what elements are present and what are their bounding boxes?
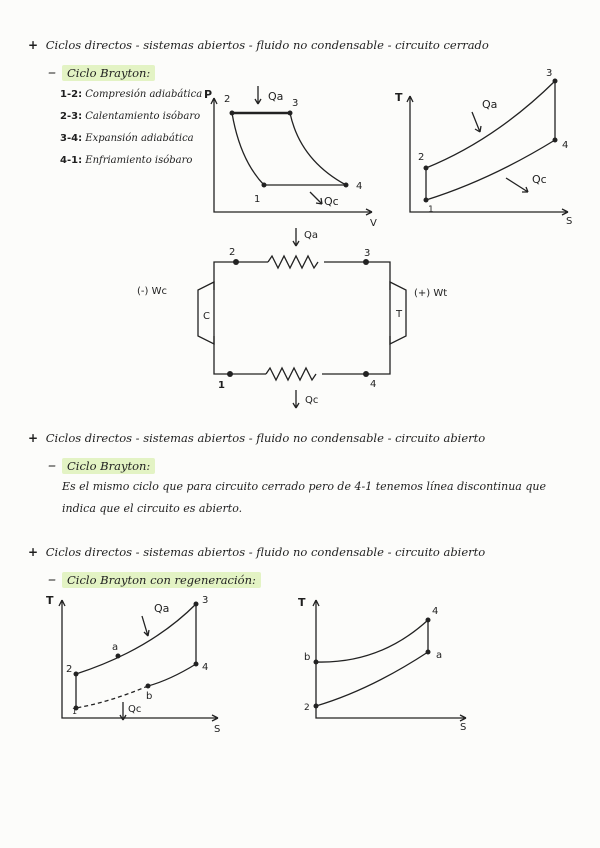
tsd-line-a-2 <box>316 652 428 706</box>
process-item: 1-2: Compresión adiabática <box>60 89 203 100</box>
tsr-qa-label: Qa <box>154 602 170 615</box>
tsd-point-2 <box>314 704 319 709</box>
ts-label-1: 1 <box>428 205 434 215</box>
pv-axis-v: V <box>370 218 377 229</box>
section2-paragraph: Es el mismo ciclo que para circuito cerrado pero de 4-1 tenemos línea discontinua que indica que el circuito es abierto. <box>62 480 546 515</box>
section1-bullet: + <box>28 38 39 52</box>
pv-label-1: 1 <box>254 194 261 205</box>
tsr-label-a: a <box>112 642 119 653</box>
section2-subheading: – Ciclo Brayton: <box>48 455 155 474</box>
tsd-label-2: 2 <box>304 703 310 713</box>
tsd-label-4: 4 <box>432 606 439 617</box>
section2-heading-text: Ciclos directos - sistemas abiertos - fluido no condensable - circuito abierto <box>45 431 486 445</box>
tsr-axis-t: T <box>46 594 54 607</box>
ts-qc-label: Qc <box>532 173 547 186</box>
section3-bullet: + <box>28 545 39 559</box>
section2-subheading-text: Ciclo Brayton: <box>62 458 155 474</box>
ts-qa-label: Qa <box>482 98 498 111</box>
section1-subheading: – Ciclo Brayton: <box>48 62 155 81</box>
ts-axis-t: T <box>395 91 403 104</box>
tsd-axis-arrows <box>313 600 466 721</box>
circuit-label-4: 4 <box>370 379 377 390</box>
tsd-axes <box>316 600 466 718</box>
tsr-axis-s: S <box>214 724 221 735</box>
tsd-point-b <box>314 660 319 665</box>
ts-label-3: 3 <box>546 68 553 79</box>
section3-subheading: – Ciclo Brayton con regeneración: <box>48 569 261 588</box>
pv-label-2: 2 <box>224 94 231 105</box>
circuit-label-2: 2 <box>229 247 236 258</box>
section1-subheading-text: Ciclo Brayton: <box>62 65 155 81</box>
ts-label-2: 2 <box>418 152 425 163</box>
tsr-label-b: b <box>146 691 153 702</box>
pv-qc-label: Qc <box>324 195 339 208</box>
tsd-label-b: b <box>304 652 311 663</box>
pv-label-4: 4 <box>356 181 363 192</box>
compressor-label: C <box>203 311 210 322</box>
tsd-axis-t: T <box>298 596 306 609</box>
turbine-label: T <box>396 309 403 320</box>
circuit-qa-label: Qa <box>304 230 318 241</box>
tsd-axis-s: S <box>460 722 467 733</box>
tsd-point-a <box>426 650 431 655</box>
tsr-label-2: 2 <box>66 664 73 675</box>
tsd-point-4 <box>426 618 431 623</box>
circuit-wc-label: (-) Wc <box>137 286 167 297</box>
tsr-label-4: 4 <box>202 662 209 673</box>
pv-qa-label: Qa <box>268 90 284 103</box>
tsd-line-b-4 <box>316 620 428 662</box>
process-item: 2-3: Calentamiento isóbaro <box>60 111 201 122</box>
section3-subheading-text: Ciclo Brayton con regeneración: <box>62 572 261 588</box>
ts-label-4: 4 <box>562 140 569 151</box>
circuit-wt-label: (+) Wt <box>414 288 448 299</box>
section2-bullet: + <box>28 431 39 445</box>
section3-heading-text: Ciclos directos - sistemas abiertos - fluido no condensable - circuito abierto <box>45 545 486 559</box>
process-item: 3-4: Expansión adiabática <box>60 133 194 144</box>
pv-label-3: 3 <box>292 98 299 109</box>
tsd-label-a: a <box>436 650 443 661</box>
process-item: 4-1: Enfriamiento isóbaro <box>60 155 193 166</box>
circuit-label-1: 1 <box>218 380 225 391</box>
tsr-qc-label: Qc <box>128 704 142 715</box>
circuit-qc-label: Qc <box>305 395 319 406</box>
ts-axis-s: S <box>566 216 573 227</box>
pv-axis-p: P <box>204 88 213 101</box>
section1-heading-text: Ciclos directos - sistemas abiertos - fluido no condensable - circuito cerrado <box>45 38 489 52</box>
tsr-label-3: 3 <box>202 595 209 606</box>
tsr-label-1: 1 <box>72 707 78 716</box>
circuit-label-3: 3 <box>364 248 371 259</box>
